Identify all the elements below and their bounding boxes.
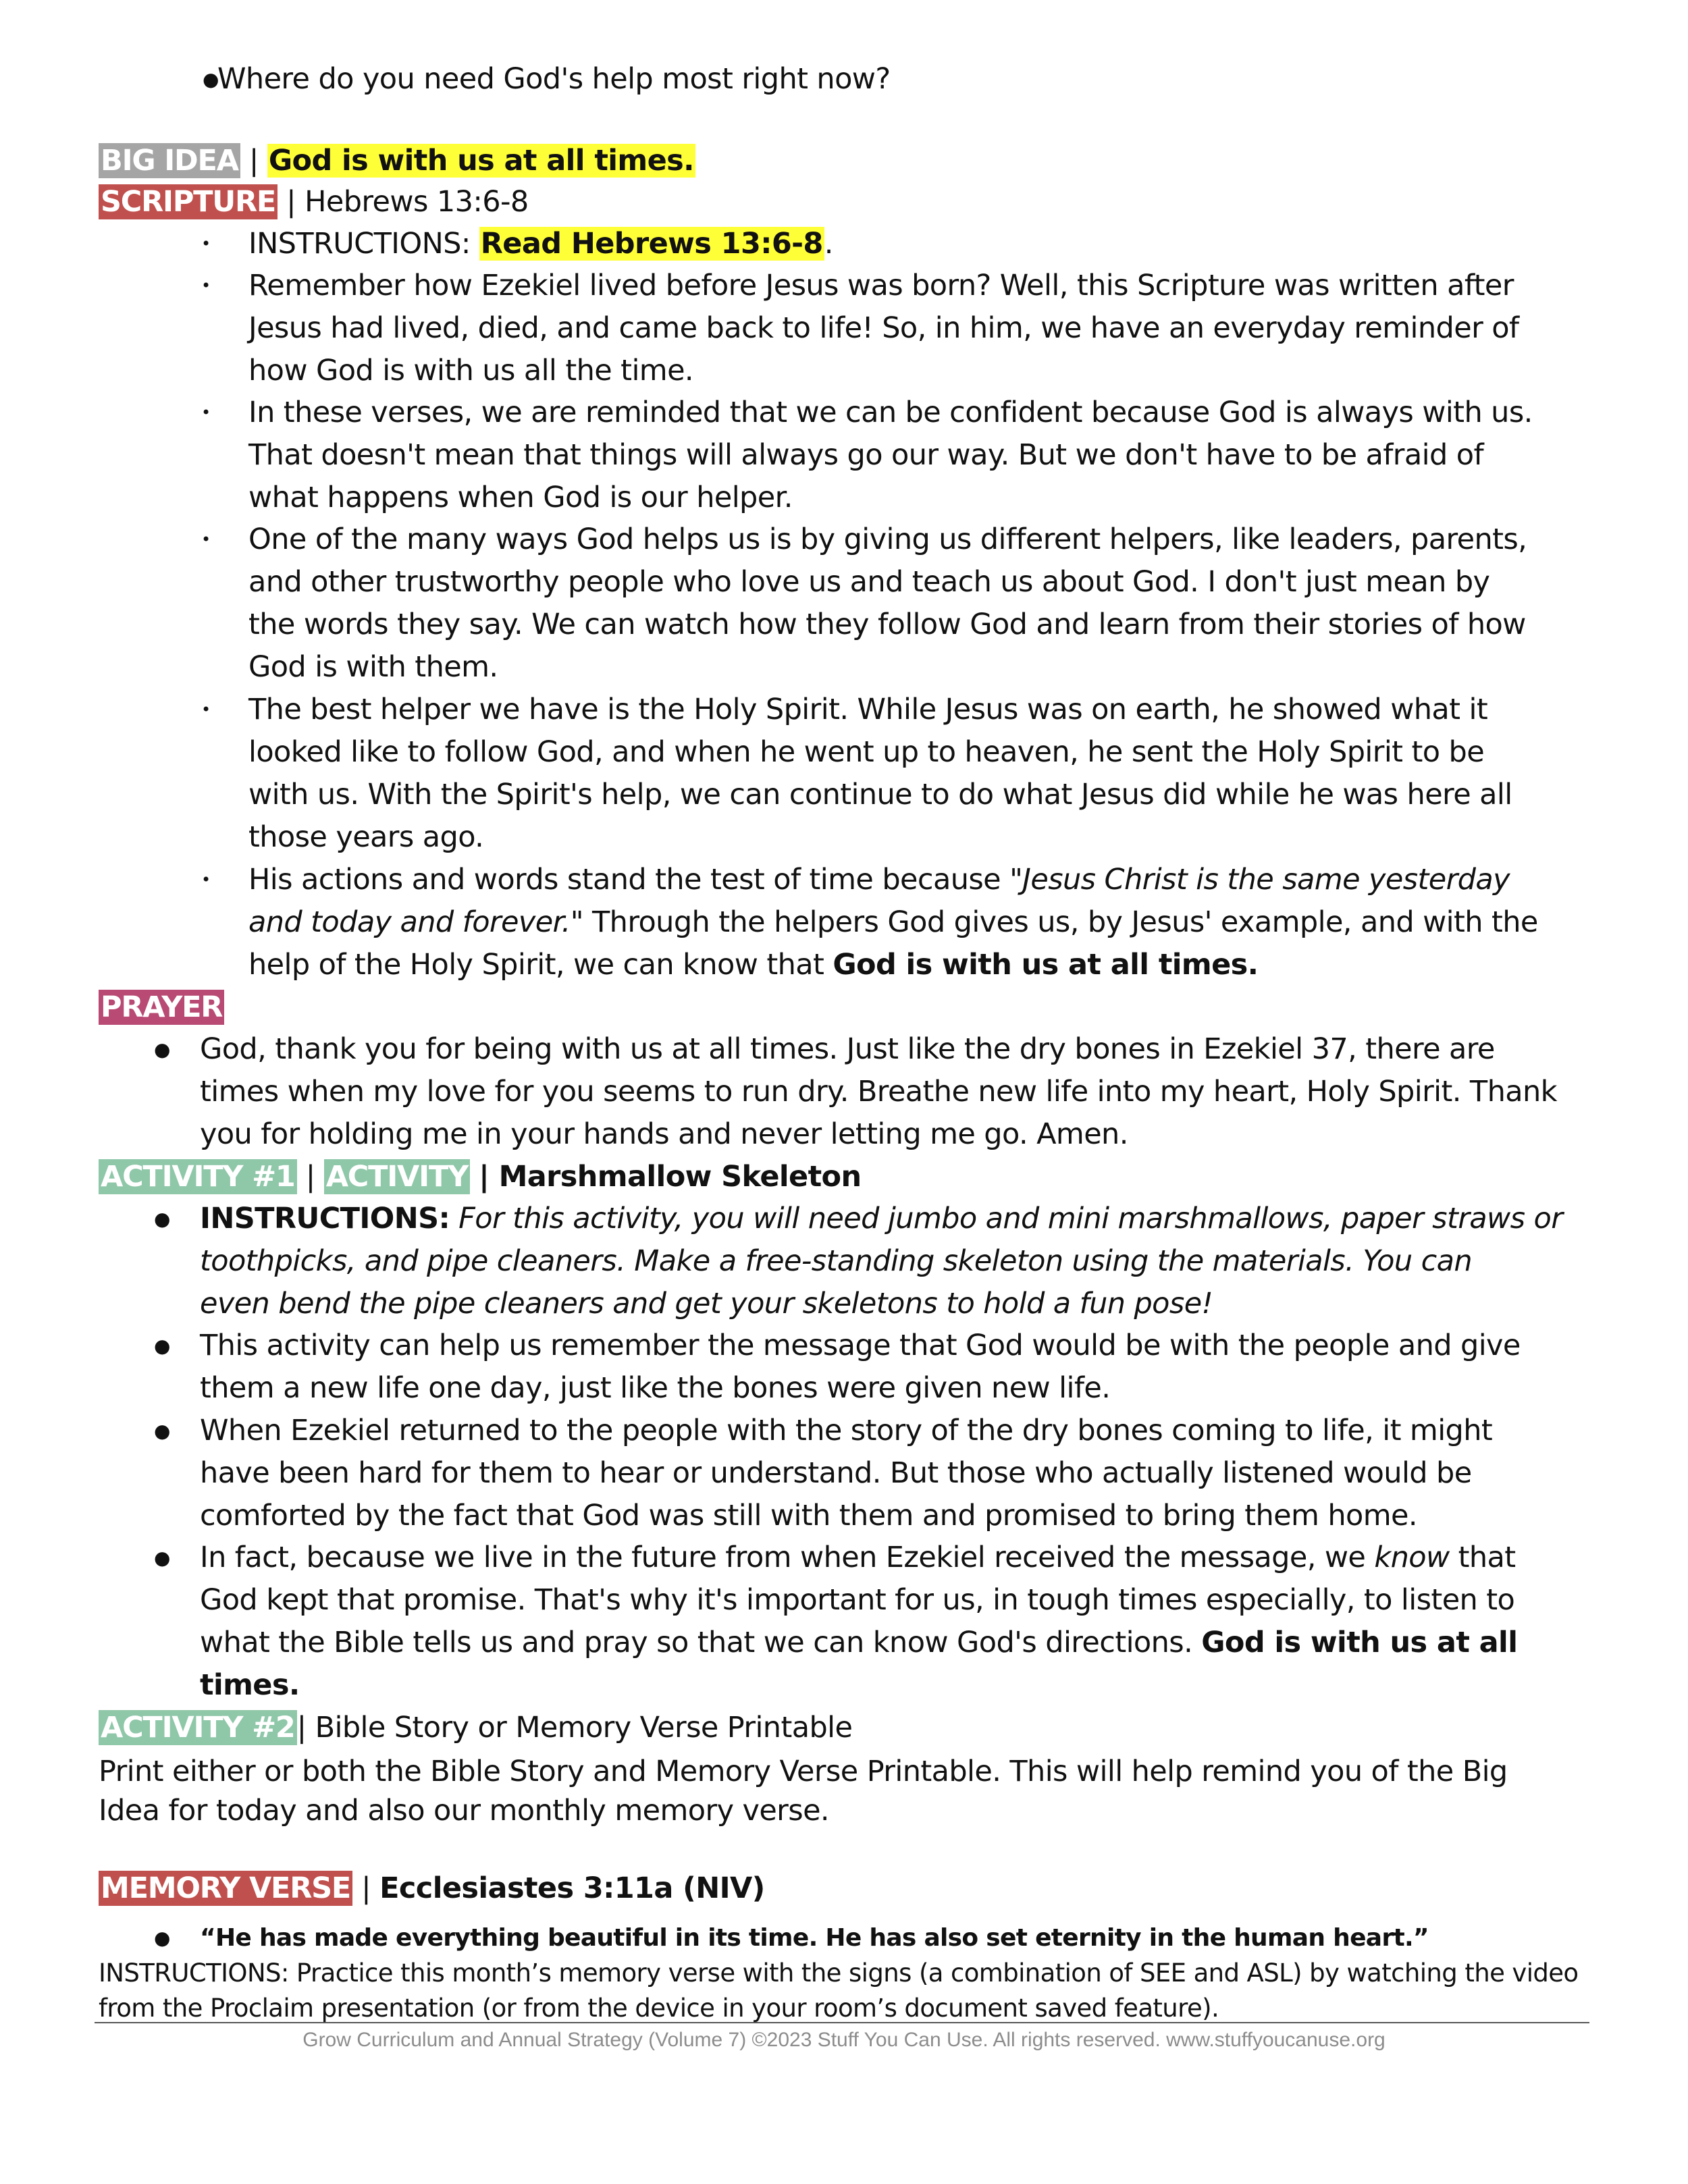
text-line: INSTRUCTIONS: Practice this month’s memory verse with the signs (a combination of SEE and ASL) by watching the video <box>99 1959 1579 1988</box>
memory-verse-quote: “He has made everything beautiful in its time. He has also set eternity in the human heart.” <box>200 1924 1429 1952</box>
activity2-row <box>99 1707 852 1749</box>
text-run: His actions and words stand the test of time because <box>248 863 1010 897</box>
text-line <box>200 1622 1517 1664</box>
quote-text: and today and forever." <box>248 905 583 939</box>
text-line: them a new life one day, just like the bones were given new life. <box>200 1371 1111 1405</box>
text-line: God kept that promise. That's why it's important for us, in tough times especially, to listen to <box>200 1583 1515 1617</box>
activity2-tag: ACTIVITY #2 <box>99 1710 297 1745</box>
bullet-marker: • <box>201 700 211 719</box>
scripture-paragraph <box>248 689 1512 859</box>
activity1-title: | Marshmallow Skeleton <box>479 1160 862 1194</box>
text-line: The best helper we have is the Holy Spirit. While Jesus was on earth, he showed what it <box>248 693 1488 726</box>
text-run: even bend the pipe cleaners and get your skeletons to hold a fun pose! <box>200 1287 1213 1321</box>
text-line: how God is with us all the time. <box>248 354 693 388</box>
prayer-paragraph <box>200 1028 1557 1156</box>
big-idea-row <box>99 140 695 182</box>
scripture-instructions <box>248 223 833 265</box>
instructions-label: INSTRUCTIONS: <box>200 1202 450 1235</box>
text-line: This activity can help us remember the message that God would be with the people and give <box>200 1329 1521 1362</box>
scripture-paragraph <box>248 859 1538 986</box>
text-run: For this activity, you will need jumbo and mini marshmallows, paper straws or <box>450 1202 1563 1235</box>
bullet-marker: ● <box>154 1547 171 1569</box>
text-line: the words they say. We can watch how they follow God and learn from their stories of how <box>248 608 1526 641</box>
text-line: looked like to follow God, and when he went up to heaven, he sent the Holy Spirit to be <box>248 735 1485 769</box>
scripture-paragraph <box>248 392 1533 519</box>
separator: | <box>248 144 259 178</box>
bullet-marker: ● <box>154 1420 171 1442</box>
big-idea-emphasis: God is with us at all times. <box>833 948 1259 982</box>
text-line: Jesus had lived, died, and came back to life! So, in him, we have an everyday reminder of <box>248 311 1519 345</box>
text-line <box>200 1240 1562 1283</box>
bullet-marker: • <box>201 276 211 295</box>
text-line: you for holding me in your hands and never letting me go. Amen. <box>200 1117 1128 1151</box>
instructions-label: INSTRUCTIONS: <box>248 227 479 261</box>
big-idea-emphasis: God is with us at all <box>1201 1626 1518 1659</box>
big-idea-text: God is with us at all times. <box>268 144 694 178</box>
text-line <box>200 1664 1517 1707</box>
activity1-paragraph <box>200 1325 1521 1410</box>
prayer-tag: PRAYER <box>99 990 224 1025</box>
intro-question: Where do you need God's help most right now? <box>217 62 891 96</box>
activity2-title: | Bible Story or Memory Verse Printable <box>296 1711 853 1744</box>
text-line: Remember how Ezekiel lived before Jesus was born? Well, this Scripture was written after <box>248 269 1514 302</box>
footer-copyright: Grow Curriculum and Annual Strategy (Volume 7) ©2023 Stuff You Can Use. All rights reserved. www.stuffyoucanuse.org <box>302 2029 1386 2051</box>
memory-verse-row <box>99 1867 765 1910</box>
prayer-row <box>99 986 224 1029</box>
activity1-paragraph <box>200 1410 1492 1537</box>
text-line: God, thank you for being with us at all times. Just like the dry bones in Ezekiel 37, there are <box>200 1032 1495 1066</box>
activity1-paragraph <box>200 1537 1517 1707</box>
separator: | <box>361 1871 371 1905</box>
text-line: and other trustworthy people who love us and teach us about God. I don't just mean by <box>248 565 1490 599</box>
quote-text: "Jesus Christ is the same yesterday <box>1009 863 1510 897</box>
big-idea-tag: BIG IDEA <box>99 143 240 178</box>
activity1-tag: ACTIVITY #1 <box>99 1159 297 1194</box>
memory-verse-reference: Ecclesiastes 3:11a (NIV) <box>379 1871 765 1905</box>
memory-verse-instructions <box>99 1956 1578 2026</box>
separator: | <box>305 1160 315 1194</box>
text-line <box>248 944 1538 986</box>
scripture-reference: | Hebrews 13:6-8 <box>286 185 529 219</box>
footer-divider <box>95 2022 1589 2023</box>
text-line <box>248 901 1538 944</box>
bullet-marker: • <box>201 870 211 889</box>
text-line <box>200 1283 1562 1325</box>
bullet-marker: ● <box>154 1335 171 1357</box>
text-run: that <box>1449 1541 1516 1574</box>
memory-verse-tag: MEMORY VERSE <box>99 1871 352 1906</box>
bullet-marker: ● <box>154 1927 171 1949</box>
emphasis: know <box>1374 1541 1450 1574</box>
bullet-marker: ● <box>154 1038 171 1061</box>
text-line: have been hard for them to hear or understand. But those who actually listened would be <box>200 1456 1472 1490</box>
bullet-marker: • <box>201 530 211 549</box>
text-line: from the Proclaim presentation (or from the device in your room’s document saved feature). <box>99 1994 1219 2023</box>
big-idea-emphasis: times. <box>200 1668 300 1702</box>
scripture-paragraph <box>248 518 1527 689</box>
text-line: times when my love for you seems to run dry. Breathe new life into my heart, Holy Spirit. Thank <box>200 1075 1557 1109</box>
text-line: Print either or both the Bible Story and Memory Verse Printable. This will help remind you of the Big <box>99 1755 1508 1788</box>
text-line: When Ezekiel returned to the people with the story of the dry bones coming to life, it might <box>200 1414 1493 1447</box>
text-line: That doesn't mean that things will always go our way. But we don't have to be afraid of <box>248 438 1483 472</box>
text-run: toothpicks, and pipe cleaners. Make a free-standing skeleton using the materials. You can <box>200 1244 1473 1278</box>
text-line: God is with them. <box>248 650 498 684</box>
text-line: comforted by the fact that God was still with them and promised to bring them home. <box>200 1499 1417 1533</box>
text-line: Idea for today and also our monthly memory verse. <box>99 1794 829 1828</box>
bullet-marker: • <box>201 403 211 422</box>
bullet-marker: ● <box>154 1208 171 1230</box>
text-run: Through the helpers God gives us, by Jesus' example, and with the <box>583 905 1538 939</box>
text-line: In these verses, we are reminded that we can be confident because God is always with us. <box>248 396 1533 429</box>
scripture-paragraph <box>248 265 1519 392</box>
scripture-tag: SCRIPTURE <box>99 184 278 219</box>
text-line: with us. With the Spirit's help, we can continue to do what Jesus did while he was here all <box>248 778 1512 811</box>
text-line <box>248 859 1538 901</box>
scripture-highlight: Read Hebrews 13:6-8 <box>480 227 823 261</box>
text-run: In fact, because we live in the future from when Ezekiel received the message, we <box>200 1541 1375 1574</box>
text-line <box>200 1537 1517 1579</box>
activity1-instructions <box>200 1198 1562 1325</box>
text-line: One of the many ways God helps us is by giving us different helpers, like leaders, parents, <box>248 523 1527 556</box>
text-line: what happens when God is our helper. <box>248 481 793 514</box>
punctuation: . <box>824 227 833 261</box>
bullet-marker: • <box>201 234 211 253</box>
bullet-marker: ● <box>203 68 219 90</box>
activity1-row <box>99 1156 862 1198</box>
text-run: what the Bible tells us and pray so that we can know God's directions. <box>200 1626 1202 1659</box>
text-run: help of the Holy Spirit, we can know that <box>248 948 833 982</box>
text-line <box>200 1198 1562 1240</box>
text-line: those years ago. <box>248 820 484 854</box>
activity-type-tag: ACTIVITY <box>324 1159 470 1194</box>
activity2-body <box>99 1752 1508 1830</box>
scripture-row <box>99 181 529 223</box>
